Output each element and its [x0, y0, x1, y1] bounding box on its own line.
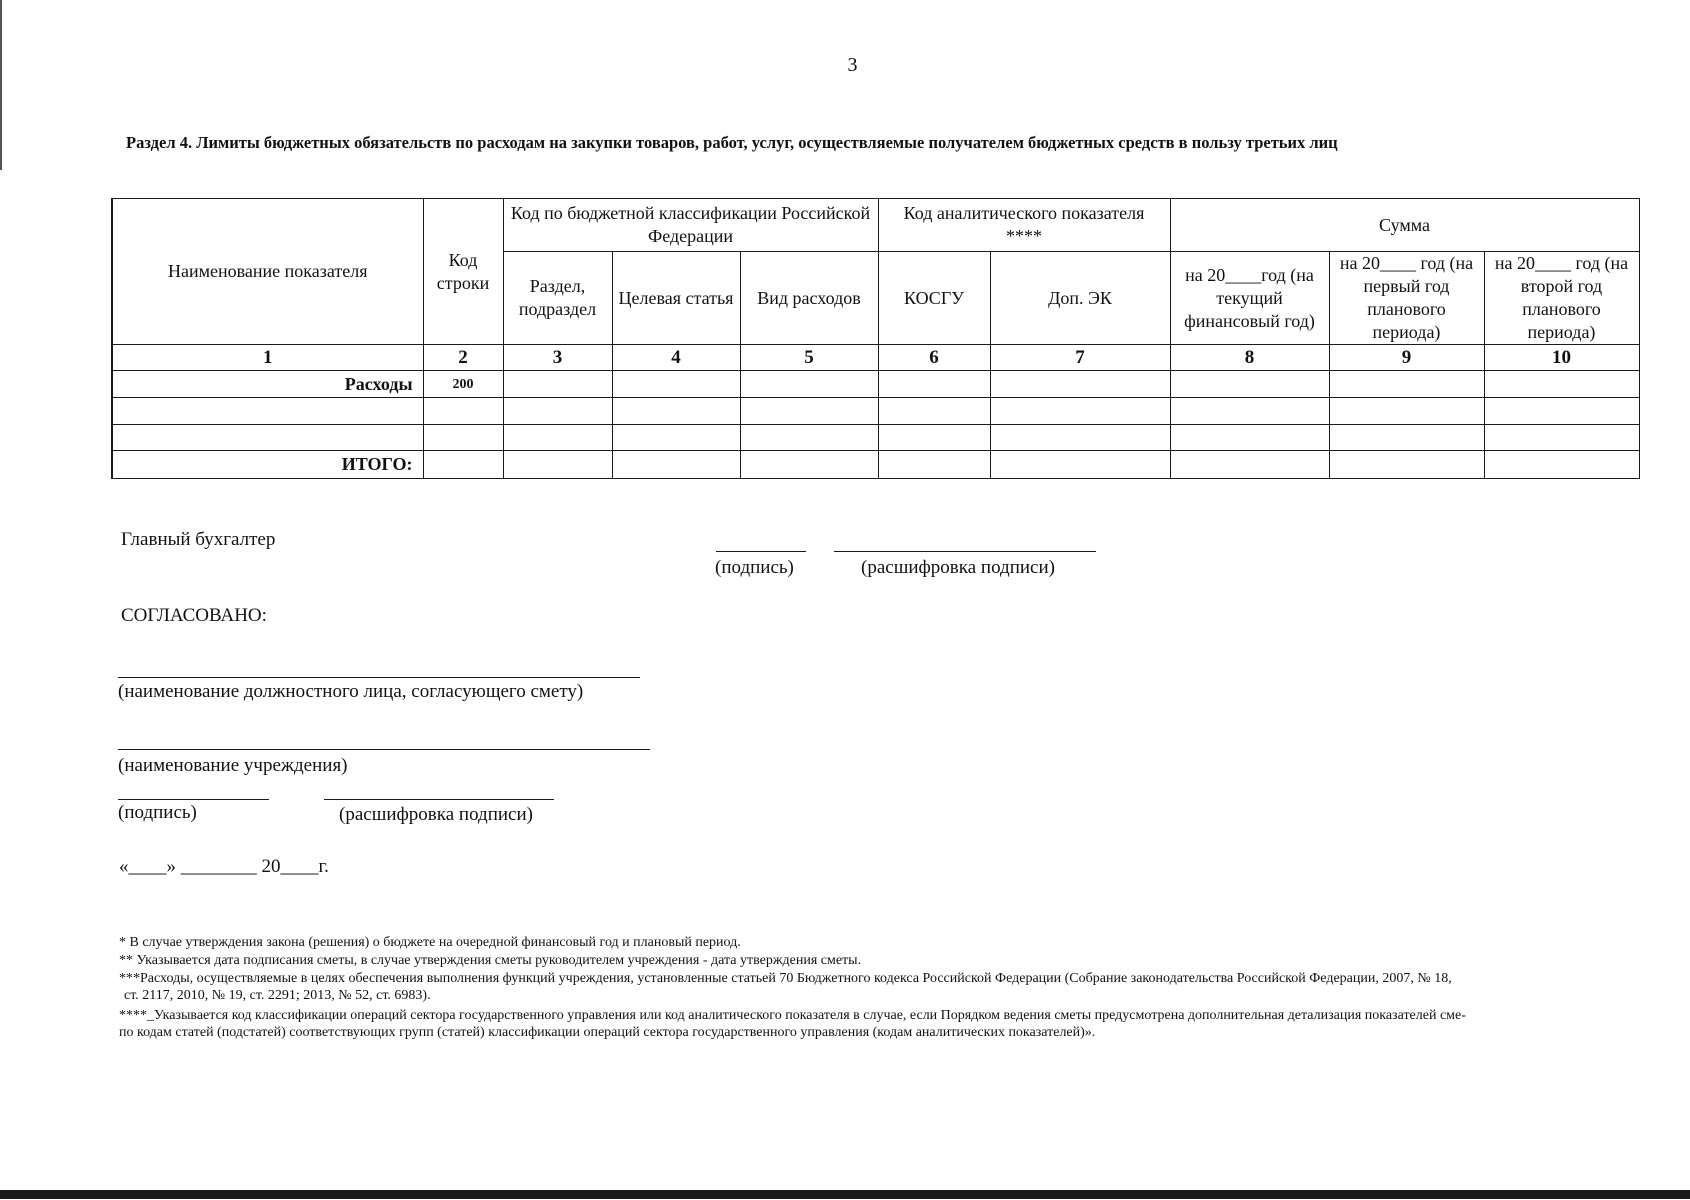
header-target: Целевая статья	[612, 252, 740, 345]
header-section: Раздел, подраздел	[503, 252, 612, 345]
table-cell	[878, 398, 990, 425]
table-cell	[740, 425, 878, 451]
table-cell	[990, 425, 1170, 451]
table-cell	[1329, 451, 1484, 479]
signature-caption: (подпись)	[715, 557, 794, 578]
table-cell	[1484, 425, 1639, 451]
footnote: ****_Указывается код классификации операций сектора государственного управления или код аналитического показателя в случае, если Порядком ведения сметы предусмотрена дополнительная детализация показателей сме-	[119, 1008, 1466, 1023]
header-budget-classification: Код по бюджетной классификации Российской Федерации	[503, 199, 878, 252]
row-code	[423, 451, 503, 479]
table-cell	[740, 398, 878, 425]
column-number: 2	[423, 345, 503, 371]
footnote: ** Указывается дата подписания сметы, в случае утверждения сметы руководителем учреждения - дата утверждения сметы.	[119, 953, 862, 968]
signature-line	[716, 551, 806, 552]
table-row	[112, 371, 1639, 398]
table-cell	[1484, 398, 1639, 425]
row-code	[423, 398, 503, 425]
bottom-scan-bar	[0, 1190, 1690, 1199]
header-analytic-code	[878, 199, 1170, 252]
table-cell	[1329, 398, 1484, 425]
row-name-total: ИТОГО:	[112, 451, 423, 479]
institution-caption: (наименование учреждения)	[118, 755, 348, 776]
table-cell	[1484, 451, 1639, 479]
footnote: * В случае утверждения закона (решения) о бюджете на очередной финансовый год и плановый период.	[119, 935, 741, 950]
signature-caption-2: (подпись)	[118, 802, 197, 823]
table-cell	[1170, 398, 1329, 425]
header-year-second: на 20____ год (на второй год планового периода)	[1484, 252, 1639, 345]
signature-line-2	[118, 799, 269, 800]
header-expense-type: Вид расходов	[740, 252, 878, 345]
row-name: Расходы	[112, 371, 423, 398]
header-dop-ek: Доп. ЭК	[990, 252, 1170, 345]
row-name	[112, 398, 423, 425]
table-cell	[612, 425, 740, 451]
decoding-caption-2: (расшифровка подписи)	[339, 804, 533, 825]
footnote: ст. 2117, 2010, № 19, ст. 2291; 2013, № 52, ст. 6983).	[124, 988, 431, 1003]
table-cell	[1329, 425, 1484, 451]
budget-limits-table	[111, 198, 1640, 479]
table-cell	[503, 451, 612, 479]
table-cell	[612, 371, 740, 398]
header-year-current: на 20____год (на текущий финансовый год)	[1170, 252, 1329, 345]
table-cell	[612, 451, 740, 479]
table-cell	[1329, 371, 1484, 398]
row-code	[423, 425, 503, 451]
approved-label: СОГЛАСОВАНО:	[121, 605, 267, 626]
table-cell	[1484, 371, 1639, 398]
section-title: Раздел 4. Лимиты бюджетных обязательств по расходам на закупки товаров, работ, услуг, осуществляемые получателем бюджетных средств в пользу третьих лиц	[126, 133, 1338, 152]
header-name: Наименование показателя	[112, 199, 423, 345]
table-cell	[878, 371, 990, 398]
column-number: 5	[740, 345, 878, 371]
column-number: 3	[503, 345, 612, 371]
column-number: 6	[878, 345, 990, 371]
table-cell	[990, 451, 1170, 479]
decoding-caption: (расшифровка подписи)	[861, 557, 1055, 578]
header-sum: Сумма	[1170, 199, 1639, 252]
table-row	[112, 451, 1639, 479]
header-row-code: Код строки	[423, 199, 503, 345]
header-analytic-code-text: Код аналитического показателя	[903, 203, 1145, 223]
table-row	[112, 425, 1639, 451]
left-edge-mark	[0, 0, 2, 170]
official-line	[118, 677, 640, 678]
row-name	[112, 425, 423, 451]
decoding-line	[834, 551, 1096, 552]
page-number: 3	[847, 54, 858, 76]
footnote: по кодам статей (подстатей) соответствующих групп (статей) классификации операций сектора государственного управления (кодам аналитических показателей)».	[119, 1025, 1096, 1040]
table-row	[112, 398, 1639, 425]
official-caption: (наименование должностного лица, согласующего смету)	[118, 681, 584, 702]
table-cell	[740, 451, 878, 479]
column-number: 1	[112, 345, 423, 371]
table-cell	[612, 398, 740, 425]
table-cell	[1170, 425, 1329, 451]
column-number: 7	[990, 345, 1170, 371]
row-code: 200	[423, 371, 503, 398]
header-year-first: на 20____ год (на первый год планового периода)	[1329, 252, 1484, 345]
chief-accountant-label: Главный бухгалтер	[121, 529, 276, 550]
decoding-line-2	[324, 799, 554, 800]
date-line: «____» ________ 20____г.	[119, 856, 329, 877]
institution-line	[118, 749, 650, 750]
table-cell	[1170, 451, 1329, 479]
table-cell	[503, 398, 612, 425]
table-cell	[503, 425, 612, 451]
table-cell	[990, 371, 1170, 398]
header-kosgu: КОСГУ	[878, 252, 990, 345]
table-cell	[878, 425, 990, 451]
header-analytic-stars: ****	[1006, 226, 1042, 246]
footnote: ***Расходы, осуществляемые в целях обеспечения выполнения функций учреждения, установленные статьей 70 Бюджетного кодекса Российской Федерации (Собрание законодательства Российской Федерации, 2007, № 18,	[119, 971, 1452, 986]
table-cell	[878, 451, 990, 479]
table-cell	[740, 371, 878, 398]
table-cell	[503, 371, 612, 398]
column-number: 9	[1329, 345, 1484, 371]
table-cell	[990, 398, 1170, 425]
column-number: 8	[1170, 345, 1329, 371]
table-cell	[1170, 371, 1329, 398]
column-number: 4	[612, 345, 740, 371]
column-number: 10	[1484, 345, 1639, 371]
